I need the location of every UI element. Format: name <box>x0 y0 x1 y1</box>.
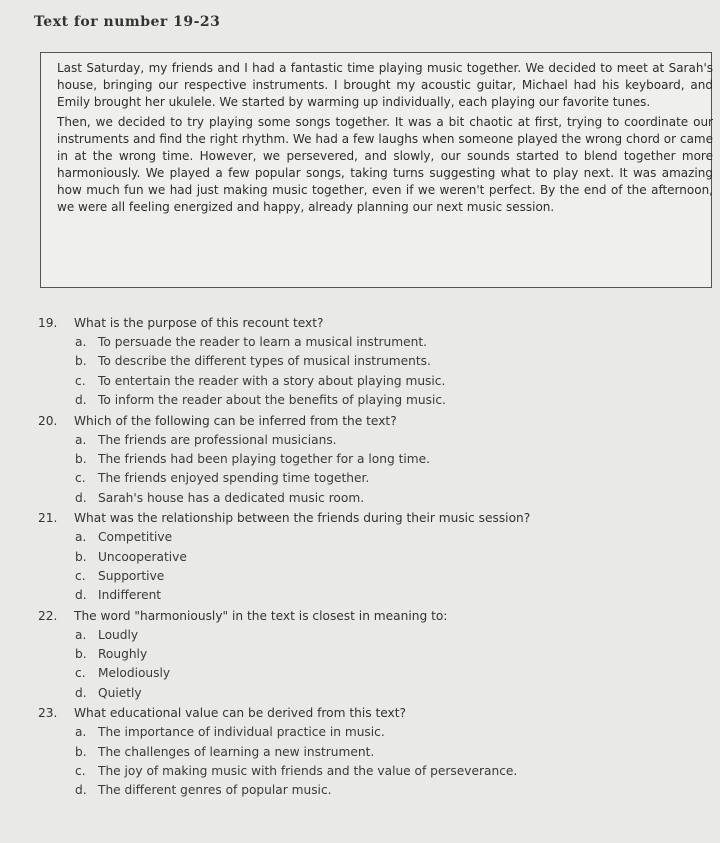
option-text: Sarah's house has a dedicated music room. <box>98 490 365 505</box>
option-letter: a. <box>75 530 87 545</box>
reading-passage <box>57 60 713 219</box>
option-b <box>75 645 698 664</box>
option-text: The challenges of learning a new instrument. <box>98 744 375 759</box>
option-d <box>75 781 698 800</box>
question-text: What educational value can be derived from this text? <box>74 706 406 721</box>
option-letter: b. <box>75 647 87 662</box>
option-text: Loudly <box>98 627 139 642</box>
option-text: The different genres of popular music. <box>98 783 332 798</box>
option-text: The friends enjoyed spending time together. <box>98 471 370 486</box>
option-letter: c. <box>75 568 86 583</box>
option-letter: d. <box>75 588 87 603</box>
option-b <box>75 352 698 371</box>
question-text: What is the purpose of this recount text? <box>74 316 324 330</box>
question-number: 19. <box>38 316 58 330</box>
option-letter: b. <box>75 354 87 369</box>
option-letter: a. <box>75 725 87 740</box>
option-b <box>75 548 698 567</box>
option-text: Indifferent <box>98 588 162 603</box>
option-d <box>75 391 698 410</box>
option-text: Competitive <box>98 530 173 545</box>
question-22 <box>38 606 698 704</box>
option-c <box>75 567 698 586</box>
question-23 <box>38 703 698 801</box>
option-b <box>75 743 698 762</box>
option-b <box>75 450 698 469</box>
option-letter: b. <box>75 451 87 466</box>
option-text: To inform the reader about the benefits of playing music. <box>98 393 446 408</box>
option-letter: d. <box>75 490 87 505</box>
question-20 <box>38 411 698 509</box>
option-d <box>75 586 698 605</box>
option-c <box>75 469 698 488</box>
option-letter: a. <box>75 335 87 349</box>
option-a <box>75 333 698 352</box>
option-c <box>75 664 698 683</box>
option-a <box>75 626 698 645</box>
option-letter: c. <box>75 764 86 779</box>
option-text: The joy of making music with friends and the value of perseverance. <box>98 764 518 779</box>
question-text: The word "harmoniously" in the text is closest in meaning to: <box>74 608 448 623</box>
option-text: Uncooperative <box>98 549 187 564</box>
option-a <box>75 431 698 450</box>
section-heading: Text for number 19-23 <box>34 14 221 30</box>
question-21 <box>38 508 698 606</box>
option-text: The friends are professional musicians. <box>98 432 337 447</box>
question-list <box>38 313 698 801</box>
question-number: 22. <box>38 608 58 623</box>
option-text: Melodiously <box>98 666 171 681</box>
question-text: What was the relationship between the friends during their music session? <box>74 511 531 526</box>
question-number: 20. <box>38 413 58 428</box>
option-text: The friends had been playing together for a long time. <box>98 451 430 466</box>
option-a <box>75 528 698 547</box>
option-text: The importance of individual practice in music. <box>98 725 385 740</box>
option-a <box>75 723 698 742</box>
option-letter: d. <box>75 685 87 700</box>
option-text: To describe the different types of musical instruments. <box>98 354 431 369</box>
passage-paragraph-2: Then, we decided to try playing some songs together. It was a bit chaotic at first, trying to coordinate our instruments and find the right rhythm. We had a few laughs when someone played the wrong chord or came in at the wrong time. However, we persevered, and slowly, our sounds started to blend together more harmoniously. We played a few popular songs, taking turns suggesting what to play next. It was amazing how much fun we had just making music together, even if we weren't perfect. By the end of the afternoon, we were all feeling energized and happy, already planning our next music session. <box>57 115 713 214</box>
question-number: 23. <box>38 706 58 721</box>
question-text: Which of the following can be inferred from the text? <box>74 413 397 428</box>
option-d <box>75 684 698 703</box>
question-number: 21. <box>38 511 58 526</box>
option-letter: d. <box>75 783 87 798</box>
option-letter: a. <box>75 627 87 642</box>
option-letter: c. <box>75 471 86 486</box>
option-c <box>75 762 698 781</box>
option-text: Quietly <box>98 685 142 700</box>
option-text: Supportive <box>98 568 165 583</box>
option-text: To entertain the reader with a story about playing music. <box>98 373 446 388</box>
option-letter: b. <box>75 744 87 759</box>
option-text: To persuade the reader to learn a musical instrument. <box>98 335 427 349</box>
option-letter: d. <box>75 393 87 408</box>
option-letter: b. <box>75 549 87 564</box>
option-letter: c. <box>75 666 86 681</box>
option-text: Roughly <box>98 647 148 662</box>
option-d <box>75 489 698 508</box>
option-c <box>75 372 698 391</box>
passage-paragraph-1: Last Saturday, my friends and I had a fantastic time playing music together. We decided to meet at Sarah's house, bringing our respective instruments. I brought my acoustic guitar, Michael had his keyboard, and Emily brought her ukulele. We started by warming up individually, each playing our favorite tunes. <box>57 61 713 109</box>
option-letter: a. <box>75 432 87 447</box>
question-19 <box>38 313 698 411</box>
option-letter: c. <box>75 373 86 388</box>
